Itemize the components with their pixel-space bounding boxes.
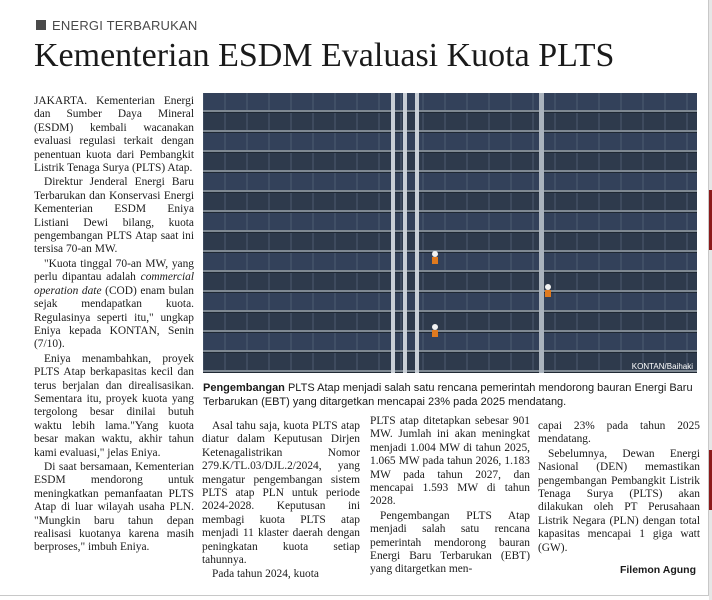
paragraph: JAKARTA. Kementerian Energi dan Sumber Daya Mineral (ESDM) kembali wacanakan evaluasi regulasi terkait dengan penentuan kuota dari Pembangkit Listrik Tenaga Surya (PLTS) Atap. (34, 95, 194, 175)
section-square-icon (36, 20, 46, 30)
byline: Filemon Agung (619, 564, 696, 576)
caption-lead: Pengembangan (203, 382, 285, 394)
section-label: ENERGI TERBARUKAN (52, 17, 198, 33)
article-column-3 (370, 415, 530, 578)
section-tag (36, 17, 197, 33)
headline: Kementerian ESDM Evaluasi Kuota PLTS (34, 37, 615, 74)
paragraph: Pengembangan PLTS Atap menjadi salah satu rencana pemerintah mendorong bauran Energi Baru Terbarukan (EBT) yang ditargetkan men- (370, 509, 530, 576)
paragraph: Pada tahun 2024, kuota (212, 568, 319, 581)
article-column-1 (34, 95, 194, 556)
paragraph: PLTS atap ditetapkan sebesar 901 MW. Jumlah ini akan meningkat menjadi 1.004 MW di tahun 2025, 1.065 MW pada tahun 2026, 1.183 MW pada tahun 2027, dan mencapai 1.593 MW di tahun 2028. (370, 415, 530, 508)
article-column-2 (202, 420, 360, 583)
photo-credit: KONTAN/Baihaki (631, 362, 693, 371)
article-photo (203, 93, 697, 373)
paragraph: "Kuota tinggal 70-an MW, yang perlu dipantau adalah commercial operation date (COD) enam bulan sejak mendapatkan kuota. Regulasinya seperti itu," ungkap Eniya kepada KONTAN, Senin (7/10). (34, 257, 194, 351)
caption-text: PLTS Atap menjadi salah satu rencana pemerintah mendorong bauran Energi Baru Terbarukan (EBT) yang ditargetkan mencapai 23% pada 2025 mendatang. (203, 382, 693, 408)
paragraph: Eniya menambahkan, proyek PLTS Atap berkapasitas kecil dan terus berjalan dan direalisasikan. Sementara itu, proyek kuota yang tergolong besar dinilai butuh waktu lebih lama."Yang kuota besar makan waktu, akhir tahun kami evaluasi," jelas Eniya. (34, 352, 194, 459)
photo-caption (203, 381, 697, 409)
paragraph: Asal tahu saja, kuota PLTS atap diatur dalam Keputusan Dirjen Ketenagalistrikan Nomor 279.K/TL.03/DJL.2/2024, yang mengatur pengembangan sistem PLTS atap PLN untuk periode 2024-2028. Keputusan ini membagi kuota PLTS atap menjadi 11 klaster daerah dengan peningkatan kuota setiap tahunnya. (202, 420, 360, 567)
article-column-4 (538, 420, 700, 556)
paragraph: Di saat bersamaan, Kementerian ESDM mendorong untuk meningkatkan pemanfaatan PLTS Atap di luar wilayah usaha PLN. "Mungkin baru tahun depan realisasi kuotanya karena masih berproses," imbuh Eniya. (34, 460, 194, 554)
solar-panel-image (203, 93, 697, 373)
paragraph: capai 23% pada tahun 2025 mendatang. (538, 420, 700, 446)
paragraph: Sebelumnya, Dewan Energi Nasional (DEN) memastikan pengembangan Pembangkit Listrik Tenaga Surya (PLTS) akan dilakukan oleh PT Perusahaan Listrik Negara (PLN) dengan total kapasitas mencapai 1 giga watt (GW). (538, 447, 700, 554)
paragraph: Direktur Jenderal Energi Baru Terbarukan dan Konservasi Energi Kementerian ESDM Eniya Listiani Dewi bilang, kuota pengembangan PLTS Atap saat ini tersisa 70-an MW. (34, 176, 194, 256)
